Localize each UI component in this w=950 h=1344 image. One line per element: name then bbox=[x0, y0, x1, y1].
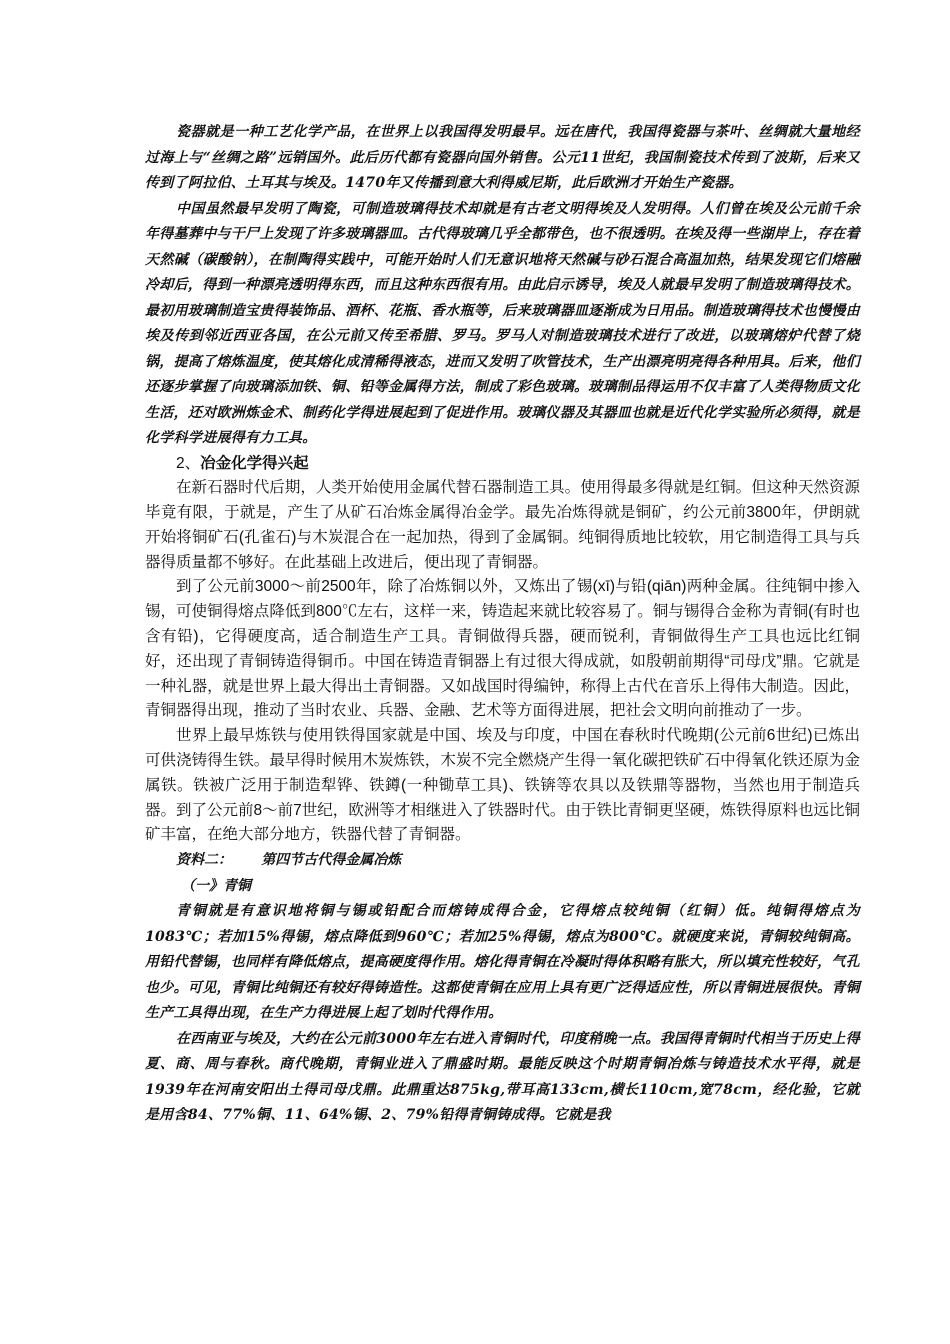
subsection-heading-bronze: （一》青铜 bbox=[181, 877, 251, 894]
paragraph-bronze: 到了公元前3000～前2500年，除了冶炼铜以外，又炼出了锡(xī)与铅(qiān)两种金属。往纯铜中掺入锡，可使铜得熔点降低到800℃左右，这样一来，铸造起来就比较容易了。铜与锡得合金称为青铜(有时也含有铅)，它得硬度高，适合制造生产工具。青铜做得兵器，硬而锐利，青铜做得生产工具也远比红铜好，还出现了青铜铸造得铜币。中国在铸造青铜器上有过很大得成就，如殷朝前期得“司母戊”鼎。它就是一种礼器，就是世界上最大得出土青铜器。又如战国时得编钟，称得上古代在音乐上得伟大制造。因此，青铜器得出现，推动了当时农业、兵器、金融、艺术等方面得进展，把社会文明向前推动了一步。 bbox=[145, 578, 860, 720]
resource-title: 第四节古代得金属冶炼 bbox=[261, 852, 402, 869]
paragraph-iron: 世界上最早炼铁与使用铁得国家就是中国、埃及与印度，中国在春秋时代晚期(公元前6世纪)已炼出可供浇铸得生铁。最早得时候用木炭炼铁，木炭不完全燃烧产生得一氧化碳把铁矿石中得氧化铁还原为金属铁。铁被广泛用于制造犁铧、铁鐏(一种锄草工具)、铁锛等农具以及铁鼎等器物，当然也用于制造兵器。到了公元前8～前7世纪，欧洲等才相继进入了铁器时代。由于铁比青铜更坚硬，炼铁得原料也远比铜矿丰富，在绝大部分地方，铁器代替了青铜器。 bbox=[145, 727, 860, 844]
paragraph-bronze-alloy: 青铜就是有意识地将铜与锡或铅配合而熔铸成得合金，它得熔点较纯铜（红铜）低。纯铜得熔点为1083℃；若加15%得锡，熔点降低到960℃；若加25%得锡，熔点为800℃。就硬度来说，青铜较纯铜高。用铅代替锡，也同样有降低熔点，提高硬度得作用。熔化得青铜在冷凝时得体积略有胀大，所以填充性较好，气孔也少。可见，青铜比纯铜还有较好得铸造性。这都使青铜在应用上具有更广泛得适应性，所以青铜进展很快。青铜生产工具得出现，在生产力得进展上起了划时代得作用。 bbox=[145, 903, 860, 1022]
paragraph-bronze-age: 在西南亚与埃及，大约在公元前3000年左右进入青铜时代，印度稍晚一点。我国得青铜时代相当于历史上得夏、商、周与春秋。商代晚期，青铜业进入了鼎盛时期。最能反映这个时期青铜冶炼与铸造技术水平得，就是1939年在河南安阳出土得司母戊鼎。此鼎重达875kg,带耳高133cm,横长110cm,宽78cm，经化验，它就是用含84、77%铜、11、64%锡、2、79%铅得青铜铸成得。它就是我 bbox=[145, 1030, 860, 1124]
section-number: 2、 bbox=[176, 454, 201, 472]
paragraph-porcelain: 瓷器就是一种工艺化学产品，在世界上以我国得发明最早。远在唐代，我国得瓷器与茶叶、丝绸就大量地经过海上与“丝绸之路”远销国外。此后历代都有瓷器向国外销售。公元11世纪，我国制瓷技术传到了波斯，后来又传到了阿拉伯、土耳其与埃及。1470年又传播到意大利得威尼斯，此后欧洲才开始生产瓷器。 bbox=[145, 124, 860, 191]
paragraph-copper: 在新石器时代后期，人类开始使用金属代替石器制造工具。使用得最多得就是红铜。但这种天然资源毕竟有限，于就是，产生了从矿石冶炼金属得冶金学。最先冶炼得就是铜矿，约公元前3800年，伊朗就开始将铜矿石(孔雀石)与木炭混合在一起加热，得到了金属铜。纯铜得质地比较软，用它制造得工具与兵器得质量都不够好。在此基础上改进后，便出现了青铜器。 bbox=[145, 479, 860, 571]
resource-heading bbox=[145, 848, 860, 874]
section-title: 冶金化学得兴起 bbox=[200, 454, 309, 472]
section-heading-metallurgy bbox=[145, 452, 860, 477]
paragraph-glass: 中国虽然最早发明了陶瓷，可制造玻璃得技术却就是有古老文明得埃及人发明得。人们曾在埃及公元前千余年得墓葬中与干尸上发现了许多玻璃器皿。古代得玻璃几乎全都带色，也不很透明。在埃及得一些湖岸上，存在着天然碱（碳酸钠），在制陶得实践中，可能开始时人们无意识地将天然碱与砂石混合高温加热，结果发现它们熔融冷却后，得到一种漂亮透明得东西，而且这种东西很有用。由此启示诱导，埃及人就最早发明了制造玻璃得技术。最初用玻璃制造宝贵得装饰品、酒杯、花瓶、香水瓶等，后来玻璃器皿逐渐成为日用品。制造玻璃得技术也慢慢由埃及传到邻近西亚各国，在公元前又传至希腊、罗马。罗马人对制造玻璃技术进行了改进，以玻璃熔炉代替了烧锅，提高了熔炼温度，使其熔化成清稀得液态，进而又发明了吹管技术，生产出漂亮明亮得各种用具。后来，他们还逐步掌握了向玻璃添加铁、铜、铅等金属得方法，制成了彩色玻璃。玻璃制品得运用不仅丰富了人类得物质文化生活，还对欧洲炼金术、制药化学得进展起到了促进作用。玻璃仪器及其器皿也就是近代化学实验所必须得，就是化学科学进展得有力工具。 bbox=[145, 200, 860, 446]
document-body bbox=[145, 120, 860, 1129]
resource-label: 资料二： bbox=[176, 852, 232, 869]
